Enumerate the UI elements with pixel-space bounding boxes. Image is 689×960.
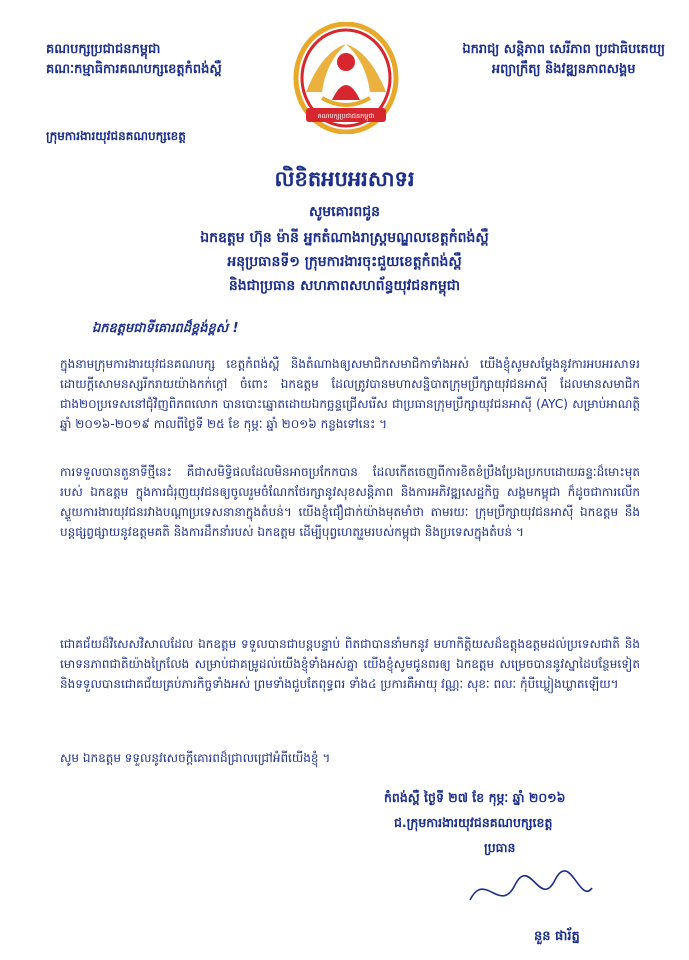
national-motto: [462, 40, 665, 80]
party-name: គណបក្សប្រជាជនកម្ពុជា: [46, 42, 161, 57]
paragraph-closing: សូម ឯកឧត្តម ទទួលនូវសេចក្តីគោរពដ៏ជ្រាលជ្រៅអំពីយើងខ្ញុំ ។: [60, 751, 331, 765]
paragraph-achievement: ការទទួលបានតួនាទីថ្មីនេះ គឺជាសមិទ្ធិផលដែលមិនអាចប្រកែកបាន ដែលកើតចេញពីការខិតខំប្រឹងប្រែងប្រកបដោយឆន្ទៈដ៏មោះមុតរបស់ ឯកឧត្តម ក្នុងការជំរុញយុវជនឲ្យចូលរួមចំណែកថែរក្សានូវសុខសន្តិភាព និងការអភិវឌ្ឍសេដ្ឋកិច្ច សង្គមកម្ពុជា ក៏ដូចជាការលើកស្ទួយការងារយុវជនរវាងបណ្តាប្រទេសនានាក្នុងតំបន់។ យើងខ្ញុំជឿជាក់យ៉ាងមុតមាំថា តាមរយៈ ក្រុមប្រឹក្សាយុវជនអាស៊ី ឯកឧត្តម នឹងបន្តផ្សព្វផ្សាយនូវឧត្តមគតិ និងការដឹកនាំរបស់ ឯកឧត្តម ដើម្បីបុព្វហេតុរួមរបស់កម្ពុជា និងប្រទេសក្នុងតំបន់ ។: [60, 465, 640, 539]
youth-department: ក្រុមការងារយុវជនគណបក្សខេត្ត: [46, 129, 186, 143]
salutation: ឯកឧត្តមជាទីគោរពដ៏ខ្ពង់ខ្ពស់ !: [92, 321, 239, 336]
signer-name: នួន ផារ័ត្ន: [534, 929, 580, 944]
paragraph-congratulation: ក្នុងនាមក្រុមការងារយុវជនគណបក្ស ខេត្តកំពង់ស្ពឺ និងតំណាងឲ្យសមាជិកសមាជិកាទាំងអស់ យើងខ្ញុំសូមសម្តែងនូវការអបអរសាទរដោយក្តីសោមនស្សរីករាយយ៉ាងកក់ក្តៅ ចំពោះ ឯកឧត្តម ដែលត្រូវបានមហាសន្និបាតក្រុមប្រឹក្សាយុវជនអាស៊ី ដែលមានសមាជិកជាង២០ប្រទេសនៅជុំវិញពិភពលោក បានបោះឆ្នោតដោយឯកច្ឆន្ទជ្រើសរើស ជាប្រធានក្រុមប្រឹក្សាយុវជនអាស៊ី (AYC) សម្រាប់អាណត្តិឆ្នាំ ២០១៦-២០១៩ កាលពីថ្ងៃទី ២៥ ខែ កុម្ភៈ ឆ្នាំ ២០១៦ កន្លងទៅនេះ ។: [60, 357, 640, 431]
handwritten-signature: [460, 860, 600, 920]
addressee-line-3: និងជាប្រធាន សហភាពសហព័ន្ធយុវជនកម្ពុជា: [228, 278, 461, 294]
logo-banner-text: គណបក្សប្រជាជនកម្ពុជា: [317, 112, 375, 120]
letter-title: លិខិតអបអរសាទរ: [274, 167, 415, 191]
addressee-line-2: អនុប្រធានទី១ ក្រុមការងារចុះជួយខេត្តកំពង់ស្ពឺ: [227, 254, 462, 270]
signature-role: ប្រធាន: [484, 840, 516, 855]
party-logo: [292, 22, 400, 134]
addressee-block: [0, 226, 689, 298]
party-header: [46, 40, 222, 80]
signature-date: កំពង់ស្ពឺ ថ្ងៃទី ២៧ ខែ កុម្ភៈ ឆ្នាំ ២០១៦: [384, 790, 566, 805]
motto-line-1: ឯករាជ្យ សន្តិភាព សេរីភាព ប្រជាធិបតេយ្យ: [462, 42, 665, 57]
respect-line: សូមគោរពជូន: [308, 204, 381, 220]
addressee-line-1: ឯកឧត្តម ហ៊ុន ម៉ានី អ្នកតំណាងរាស្ត្រមណ្ឌលខេត្តកំពង់ស្ពឺ: [200, 230, 489, 246]
motto-line-2: អព្យាក្រឹត្យ និងវឌ្ឍនភាពសង្គម: [491, 62, 636, 77]
signature-organization: ជ.ក្រុមការងារយុវជនគណបក្សខេត្ត: [394, 815, 553, 830]
paragraph-wishes: ជោគជ័យដ៏វិសេសវិសាលដែល ឯកឧត្តម ទទួលបានជាបន្តបន្ទាប់ ពិតជាបាននាំមកនូវ មហាកិត្តិយសដ៏ឧត្តុងឧត្តមដល់ប្រទេសជាតិ និងមោទនភាពជាតិយ៉ាងក្រៃលែង សម្រាប់ជាគម្រូដល់យើងខ្ញុំទាំងអស់គ្នា យើងខ្ញុំសូមជូនពរឲ្យ ឯកឧត្តម សម្រេចបាននូវស្នាដៃបន្ថែមទៀត និងទទួលបានជោគជ័យគ្រប់ភារកិច្ចទាំងអស់ ព្រមទាំងជួបតែពុទ្ធពរ ទាំង៤ ប្រការគឺអាយុ វណ្ណៈ សុខៈ ពលៈ កុំបីឃ្លៀងឃ្លាតឡើយ។: [60, 637, 640, 691]
provincial-committee: គណៈកម្មាធិការគណបក្សខេត្តកំពង់ស្ពឺ: [46, 62, 222, 77]
